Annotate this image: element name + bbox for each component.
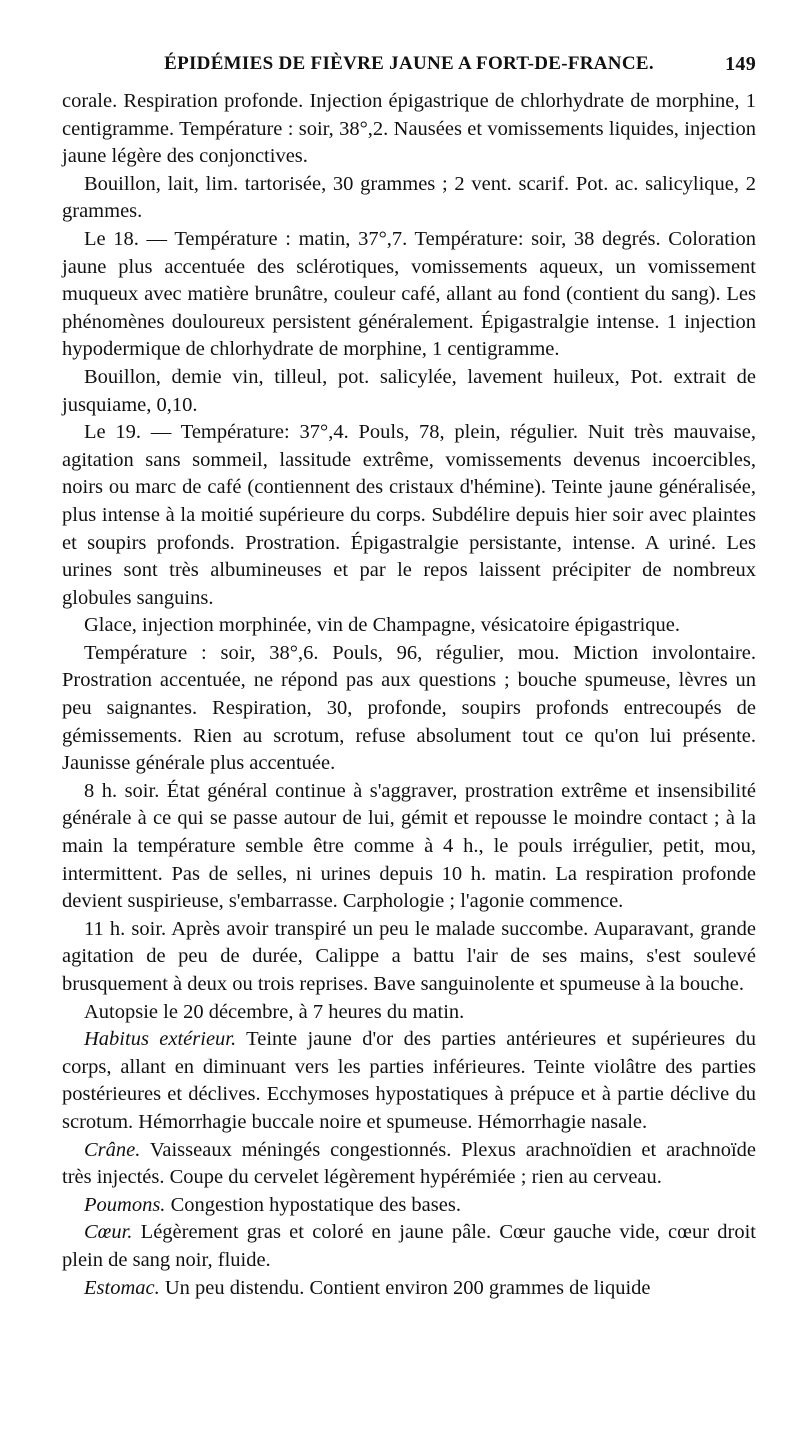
paragraph-text: Vaisseaux méningés congestionnés. Plexus arachnoïdien et arachnoïde très injectés. Coupe du cervelet légèrement hypérémiée ; rien au cerveau. [62, 1138, 756, 1189]
section-lead: Cœur. [84, 1221, 133, 1244]
paragraph [62, 778, 756, 916]
paragraph [62, 364, 756, 419]
paragraph-text: Un peu distendu. Contient environ 200 grammes de liquide [159, 1276, 651, 1299]
paragraph-text: Température : soir, 38°,6. Pouls, 96, régulier, mou. Miction involontaire. Prostration accentuée, ne répond pas aux questions ; bouche spumeuse, lèvres un peu saignantes. Respiration, 30, profonde, soupirs profonds entrecoupés de gémissements. Rien au scrotum, refuse absolument tout ce qu'on lui présente. Jaunisse générale plus accentuée. [62, 641, 756, 775]
paragraph [62, 1137, 756, 1192]
paragraph-text: 8 h. soir. État général continue à s'aggraver, prostration extrême et insensibilité générale à ce qui se passe autour de lui, gémit et repousse le moindre contact ; à la main la température semble être comme à 4 h., le pouls irrégulier, petit, mou, intermittent. Pas de selles, ni urines depuis 10 h. matin. La respiration profonde devient suspirieuse, s'embarrasse. Carphologie ; l'agonie commence. [62, 779, 756, 913]
paragraph-text: Le 19. — Température: 37°,4. Pouls, 78, plein, régulier. Nuit très mauvaise, agitation sans sommeil, lassitude extrême, vomissements devenus incoercibles, noirs ou marc de café (contiennent des cristaux d'hémine). Teinte jaune généralisée, plus intense à la moitié supérieure du corps. Subdélire depuis hier soir avec plaintes et soupirs profonds. Prostration. Épigastralgie persistante, intense. A uriné. Les urines sont très albumineuses et par le repos laissent précipiter de nombreux globules sanguins. [62, 421, 756, 609]
section-lead: Habitus extérieur. [84, 1028, 237, 1051]
paragraph [62, 1026, 756, 1136]
paragraph [62, 419, 756, 612]
running-title: ÉPIDÉMIES DE FIÈVRE JAUNE A FORT-DE-FRANCE. [164, 53, 654, 74]
paragraph [62, 171, 756, 226]
body-text [62, 88, 756, 1302]
paragraph-text: Congestion hypostatique des bases. [165, 1193, 461, 1216]
section-lead: Estomac. [84, 1276, 160, 1299]
paragraph [62, 1275, 756, 1303]
paragraph-text: Le 18. — Température : matin, 37°,7. Température: soir, 38 degrés. Coloration jaune plus accentuée des sclérotiques, vomissements aqueux, un vomissement muqueux avec matière brunâtre, couleur café, allant au fond (contient du sang). Les phénomènes douloureux persistent généralement. Épigastralgie intense. 1 injection hypodermique de chlorhydrate de morphine, 1 centigramme. [62, 227, 756, 361]
paragraph [62, 1219, 756, 1274]
section-lead: Crâne. [84, 1138, 141, 1161]
paragraph-text: Bouillon, lait, lim. tartorisée, 30 grammes ; 2 vent. scarif. Pot. ac. salicylique, 2 grammes. [62, 172, 756, 223]
paragraph [62, 612, 756, 640]
page-header [62, 44, 756, 84]
paragraph [62, 916, 756, 999]
paragraph-text: Teinte jaune d'or des parties antérieures et supérieures du corps, allant en diminuant vers les parties inférieures. Teinte violâtre des parties postérieures et déclives. Ecchymoses hypostatiques à prépuce et à partie déclive du scrotum. Hémorrhagie buccale noire et spumeuse. Hémorrhagie nasale. [62, 1028, 756, 1133]
page-number: 149 [725, 53, 756, 75]
section-lead: Poumons. [84, 1193, 166, 1216]
paragraph [62, 88, 756, 171]
paragraph-text: Bouillon, demie vin, tilleul, pot. salicylée, lavement huileux, Pot. extrait de jusquiame, 0,10. [62, 365, 756, 416]
paragraph [62, 640, 756, 778]
paragraph [62, 999, 756, 1027]
paragraph [62, 226, 756, 364]
paragraph [62, 1192, 756, 1220]
paragraph-text: corale. Respiration profonde. Injection épigastrique de chlorhydrate de morphine, 1 centigramme. Température : soir, 38°,2. Nausées et vomissements liquides, injection jaune légère des conjonctives. [62, 90, 756, 168]
paragraph-text: Légèrement gras et coloré en jaune pâle. Cœur gauche vide, cœur droit plein de sang noir, fluide. [62, 1221, 756, 1271]
paragraph-text: Autopsie le 20 décembre, à 7 heures du matin. [84, 1000, 465, 1023]
paragraph-text: Glace, injection morphinée, vin de Champagne, vésicatoire épigastrique. [84, 614, 681, 637]
paragraph-text: 11 h. soir. Après avoir transpiré un peu le malade succombe. Auparavant, grande agitation de peu de durée, Calippe a battu l'air de ses mains, s'est soulevé brusquement à deux ou trois reprises. Bave sanguinolente et spumeuse à la bouche. [62, 917, 756, 995]
